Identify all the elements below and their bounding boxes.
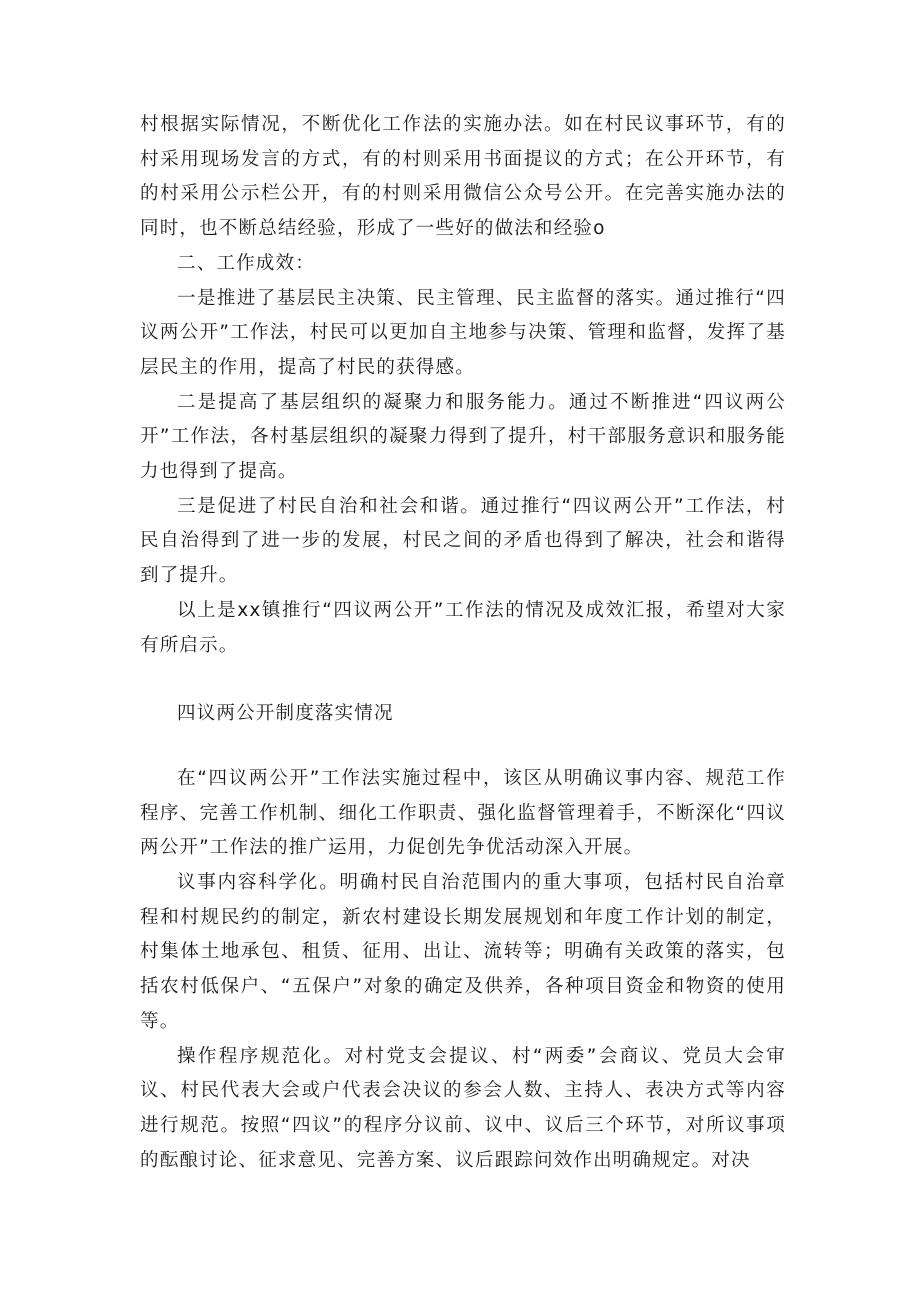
paragraph-result-two: 二是提高了基层组织的凝聚力和服务能力。通过不断推进“四议两公开”工作法，各村基层组织的凝聚力得到了提升，村干部服务意识和服务能力也得到了提高。 bbox=[140, 391, 786, 483]
paragraph-content-scientific: 议事内容科学化。明确村民自治范围内的重大事项，包括村民自治章程和村规民约的制定，新农村建设长期发展规划和年度工作计划的制定，村集体土地承包、租赁、征用、出让、流转等；明确有关政策的落实，包括农村低保户、“五保户”对象的确定及供养，各种项目资金和物资的使用等。 bbox=[140, 872, 786, 1032]
spacer bbox=[140, 663, 786, 697]
paragraph-result-three: 三是促进了村民自治和社会和谐。通过推行“四议两公开”工作法，村民自治得到了进一步的发展，村民之间的矛盾也得到了解决，社会和谐得到了提升。 bbox=[140, 495, 786, 587]
paragraph-summary: 以上是xx镇推行“四议两公开”工作法的情况及成效汇报，希望对大家有所启示。 bbox=[140, 599, 786, 656]
paragraph-continuation: 村根据实际情况，不断优化工作法的实施办法。如在村民议事环节，有的村采用现场发言的方式，有的村则采用书面提议的方式；在公开环节，有的村采用公示栏公开，有的村则采用微信公众号公开。在完善实施办法的同时，也不断总结经验，形成了一些好的做法和经验o bbox=[140, 114, 786, 240]
section-title: 四议两公开制度落实情况 bbox=[177, 703, 394, 725]
paragraph-intro: 在“四议两公开”工作法实施过程中，该区从明确议事内容、规范工作程序、完善工作机制、细化工作职责、强化监督管理着手，不断深化“四议两公开”工作法的推广运用，力促创先争优活动深入开展。 bbox=[140, 767, 786, 859]
paragraph-result-one: 一是推进了基层民主决策、民主管理、民主监督的落实。通过推行“四议两公开”工作法，村民可以更加自主地参与决策、管理和监督，发挥了基层民主的作用，提高了村民的获得感。 bbox=[140, 287, 786, 378]
spacer bbox=[140, 732, 786, 762]
document-body bbox=[140, 108, 786, 1178]
paragraph-procedure-standardized: 操作程序规范化。对村党支会提议、村“两委”会商议、党员大会审议、村民代表大会或户代表会决议的参会人数、主持人、表决方式等内容进行规范。按照“四议”的程序分议前、议中、议后三个环节，对所议事项的酝酿讨论、征求意见、完善方案、议后跟踪问效作出明确规定。对决 bbox=[140, 1045, 786, 1171]
heading-work-results: 二、工作成效： bbox=[177, 252, 315, 274]
